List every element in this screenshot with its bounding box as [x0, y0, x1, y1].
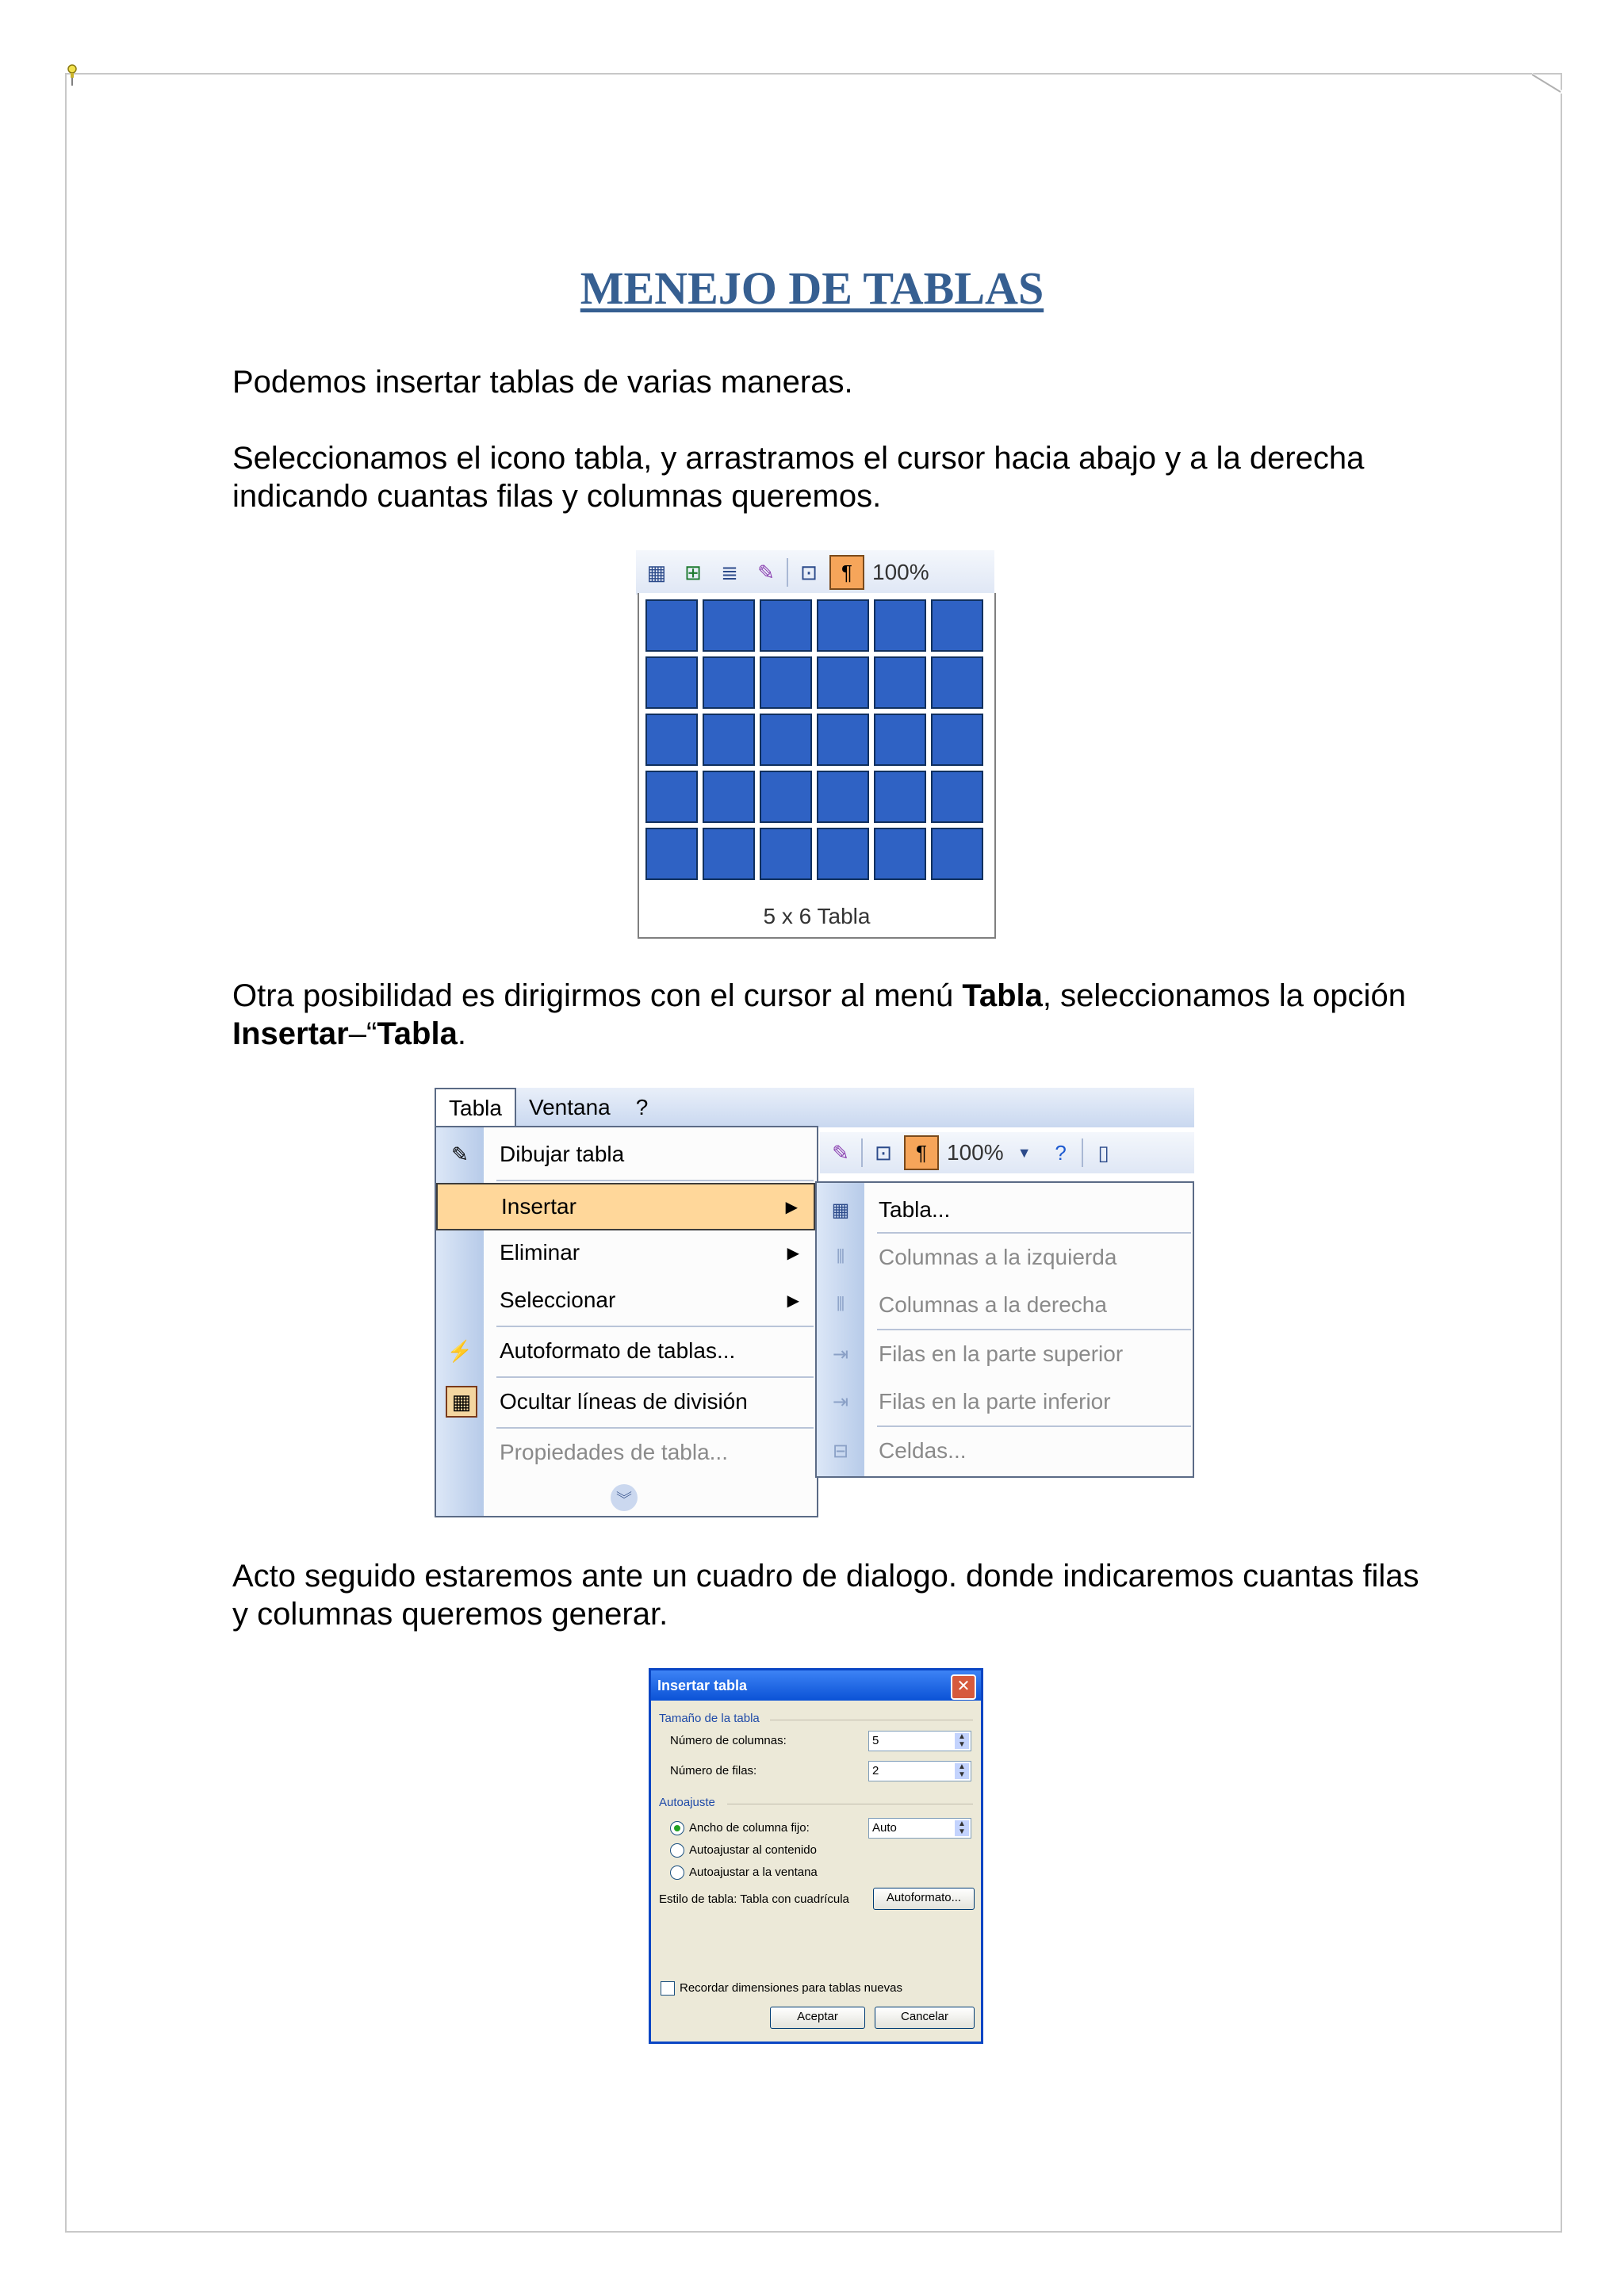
- spinner-arrows-icon[interactable]: ▲ ▼: [955, 1820, 969, 1836]
- grid-cell[interactable]: [760, 714, 812, 766]
- menu-item-label: Seleccionar: [500, 1288, 616, 1312]
- grid-cell[interactable]: [760, 656, 812, 709]
- menu-separator: [496, 1427, 814, 1429]
- menu-help[interactable]: ?: [635, 1095, 649, 1119]
- submenu-item-label: Filas en la parte inferior: [879, 1389, 1111, 1414]
- fixed-width-value: Auto: [872, 1821, 897, 1835]
- menu-separator: [877, 1425, 1191, 1427]
- insert-cells-icon: ⊟: [832, 1440, 849, 1462]
- pilcrow-icon[interactable]: ¶: [904, 1135, 939, 1170]
- expand-menu-chevron-icon[interactable]: ︾: [611, 1484, 638, 1511]
- grid-cell[interactable]: [874, 771, 926, 823]
- submenu-arrow-icon: ▶: [785, 1198, 798, 1216]
- toolbar-separator: [861, 1138, 863, 1167]
- menu-item-label: Dibujar tabla: [500, 1142, 625, 1166]
- bold-run-tabla: Tabla: [962, 978, 1043, 1013]
- insert-column-left-icon: ⫴: [836, 1246, 845, 1268]
- autoformat-icon: ⚡: [446, 1338, 473, 1363]
- drawing-icon[interactable]: ✎: [832, 1140, 849, 1165]
- autoformat-button[interactable]: Autoformato...: [873, 1888, 975, 1910]
- menu-tabla[interactable]: Tabla: [435, 1088, 516, 1127]
- table-style-label: Estilo de tabla: Tabla con cuadrícula: [659, 1892, 849, 1906]
- grid-cell[interactable]: [645, 714, 698, 766]
- insertar-tabla-dialog: [649, 1668, 983, 2044]
- pushpin-icon: [67, 63, 78, 87]
- grid-cell[interactable]: [931, 771, 983, 823]
- dialog-title: Insertar tabla: [651, 1670, 981, 1701]
- table-menu-figure: [435, 1088, 1194, 1517]
- gridlines-icon: ▦: [446, 1386, 477, 1418]
- help-icon[interactable]: ?: [1055, 1140, 1067, 1165]
- paragraph-icon-method: Seleccionamos el icono tabla, y arrastramos el cursor hacia abajo y a la derecha indicando cuantas filas y columnas queremos.: [232, 441, 1365, 514]
- rows-label: Número de filas:: [670, 1764, 757, 1777]
- menu-item-label: Autoformato de tablas...: [500, 1338, 736, 1363]
- standard-toolbar: [820, 1132, 1194, 1173]
- document-map-icon[interactable]: ⊡: [875, 1140, 892, 1165]
- menu-item-propiedades[interactable]: [436, 1430, 815, 1475]
- document-map-icon[interactable]: ⊡: [800, 560, 818, 584]
- grid-cell[interactable]: [874, 714, 926, 766]
- fixed-width-spinner[interactable]: [868, 1818, 971, 1839]
- submenu-item-columnas-derecha[interactable]: [817, 1283, 1193, 1327]
- submenu-item-filas-inferior[interactable]: [817, 1380, 1193, 1424]
- columns-value: 5: [872, 1734, 879, 1747]
- bold-run-insertar: Insertar: [232, 1016, 349, 1051]
- zoom-dropdown-icon[interactable]: ▼: [1017, 1144, 1032, 1161]
- ok-button[interactable]: Aceptar: [770, 2007, 865, 2029]
- menu-item-seleccionar[interactable]: [436, 1278, 815, 1322]
- grid-cell[interactable]: [703, 771, 755, 823]
- text-run: , seleccionamos la opción: [1042, 978, 1406, 1013]
- submenu-item-label: Celdas...: [879, 1438, 967, 1463]
- insert-column-right-icon: ⫴: [836, 1294, 845, 1315]
- radio-fixed-width[interactable]: [670, 1821, 684, 1835]
- submenu-arrow-icon: ▶: [787, 1292, 799, 1310]
- grid-cell[interactable]: [817, 771, 869, 823]
- grid-cell[interactable]: [931, 714, 983, 766]
- grid-cell[interactable]: [874, 828, 926, 880]
- menu-separator: [496, 1180, 814, 1181]
- page-corner-fold: [1532, 73, 1562, 94]
- grid-cell[interactable]: [760, 828, 812, 880]
- grid-cell[interactable]: [645, 656, 698, 709]
- toolbar-separator: [787, 558, 788, 587]
- text-run: –“: [348, 1016, 377, 1051]
- menu-separator: [496, 1376, 814, 1378]
- cancel-button[interactable]: Cancelar: [875, 2007, 975, 2029]
- grid-cell[interactable]: [645, 771, 698, 823]
- submenu-arrow-icon: ▶: [787, 1244, 799, 1262]
- grid-cell[interactable]: [645, 599, 698, 652]
- radio-autofit-content[interactable]: [670, 1843, 684, 1858]
- text-run: .: [457, 1016, 466, 1051]
- menu-separator: [877, 1232, 1191, 1234]
- spinner-arrows-icon[interactable]: ▲ ▼: [955, 1763, 969, 1779]
- grid-cell[interactable]: [874, 656, 926, 709]
- grid-cell[interactable]: [703, 656, 755, 709]
- bold-run-tabla-2: Tabla: [377, 1016, 458, 1051]
- submenu-item-tabla[interactable]: [817, 1188, 1193, 1232]
- menu-separator: [877, 1329, 1191, 1330]
- insert-row-above-icon: ⇥: [832, 1343, 849, 1365]
- toolbar-separator: [1082, 1138, 1083, 1167]
- radio-autofit-content-label: Autoajustar al contenido: [689, 1843, 817, 1857]
- table-menu-dropdown: [435, 1126, 818, 1517]
- grid-cell[interactable]: [703, 599, 755, 652]
- grid-cell[interactable]: [760, 771, 812, 823]
- insertar-submenu: [815, 1181, 1194, 1478]
- submenu-item-label: Columnas a la derecha: [879, 1292, 1107, 1317]
- menu-item-eliminar[interactable]: [436, 1230, 815, 1275]
- menu-separator: [496, 1326, 814, 1327]
- group-label-autofit: Autoajuste: [659, 1796, 715, 1809]
- grid-cell[interactable]: [874, 599, 926, 652]
- grid-size-label: 5 x 6 Tabla: [763, 904, 871, 928]
- pilcrow-icon[interactable]: ¶: [829, 555, 864, 590]
- paragraph-dialog-method: Acto seguido estaremos ante un cuadro de dialogo. donde indicaremos cuantas filas y columnas queremos generar.: [232, 1559, 1419, 1632]
- submenu-item-label: Columnas a la izquierda: [879, 1245, 1117, 1269]
- remember-checkbox[interactable]: [661, 1981, 675, 1996]
- menu-ventana[interactable]: Ventana: [528, 1095, 611, 1119]
- close-icon[interactable]: ✕: [951, 1674, 976, 1700]
- menu-item-label: Ocultar líneas de división: [500, 1389, 748, 1414]
- radio-autofit-window[interactable]: [670, 1866, 684, 1880]
- submenu-item-label: Filas en la parte superior: [879, 1341, 1124, 1366]
- radio-fixed-width-label: Ancho de columna fijo:: [689, 1821, 810, 1835]
- grid-cell[interactable]: [760, 599, 812, 652]
- drawing-icon[interactable]: ✎: [757, 560, 775, 584]
- submenu-item-columnas-izquierda[interactable]: [817, 1235, 1193, 1280]
- columns-spinner[interactable]: [868, 1731, 971, 1751]
- table-grid-panel: [638, 593, 996, 939]
- table-icon: ▦: [831, 1199, 850, 1221]
- paragraph-menu-method: [232, 977, 1438, 1053]
- insert-table-icon[interactable]: ▦: [646, 560, 667, 584]
- grid-cell[interactable]: [703, 828, 755, 880]
- excel-sheet-icon[interactable]: ⊞: [684, 560, 702, 584]
- zoom-level[interactable]: 100%: [872, 560, 929, 584]
- page-title: MENEJO DE TABLAS: [580, 262, 1044, 314]
- text-run: Otra posibilidad es dirigirmos con el cursor al menú: [232, 978, 963, 1013]
- submenu-item-label: Tabla...: [879, 1197, 951, 1222]
- rows-value: 2: [872, 1764, 879, 1777]
- menu-item-autoformato[interactable]: [436, 1329, 815, 1373]
- rows-spinner[interactable]: [868, 1761, 971, 1781]
- paragraph-intro: Podemos insertar tablas de varias maneras.: [232, 365, 853, 400]
- grid-cell[interactable]: [817, 599, 869, 652]
- remember-label: Recordar dimensiones para tablas nuevas: [680, 1981, 902, 1995]
- menu-item-insertar[interactable]: [436, 1183, 815, 1230]
- table-cell-grid[interactable]: [645, 599, 983, 880]
- grid-cell[interactable]: [645, 828, 698, 880]
- submenu-item-celdas[interactable]: [817, 1429, 1193, 1473]
- table-grid-picker-figure: [636, 550, 994, 939]
- menu-item-dibujar-tabla[interactable]: [436, 1132, 815, 1177]
- grid-cell[interactable]: [817, 828, 869, 880]
- menu-item-label: Insertar: [501, 1194, 576, 1219]
- grid-cell[interactable]: [817, 714, 869, 766]
- radio-autofit-window-label: Autoajustar a la ventana: [689, 1866, 818, 1879]
- menu-bar: [435, 1088, 1194, 1127]
- menu-item-label: Propiedades de tabla...: [500, 1440, 728, 1464]
- grid-cell[interactable]: [931, 656, 983, 709]
- menu-item-ocultar-lineas[interactable]: [436, 1380, 815, 1424]
- group-label-size: Tamaño de la tabla: [659, 1712, 760, 1725]
- columns-label: Número de columnas:: [670, 1734, 787, 1747]
- spinner-arrows-icon[interactable]: ▲ ▼: [955, 1733, 969, 1749]
- columns-icon[interactable]: ≣: [721, 560, 738, 584]
- grid-cell[interactable]: [703, 714, 755, 766]
- pencil-table-icon: ✎: [451, 1142, 469, 1166]
- grid-cell[interactable]: [931, 828, 983, 880]
- insert-row-below-icon: ⇥: [832, 1391, 849, 1413]
- zoom-level[interactable]: 100%: [947, 1140, 1004, 1165]
- grid-cell[interactable]: [817, 656, 869, 709]
- standard-toolbar: [636, 550, 994, 595]
- reading-layout-icon[interactable]: ▯: [1097, 1140, 1109, 1165]
- menu-item-label: Eliminar: [500, 1240, 580, 1265]
- grid-cell[interactable]: [931, 599, 983, 652]
- submenu-item-filas-superior[interactable]: [817, 1332, 1193, 1376]
